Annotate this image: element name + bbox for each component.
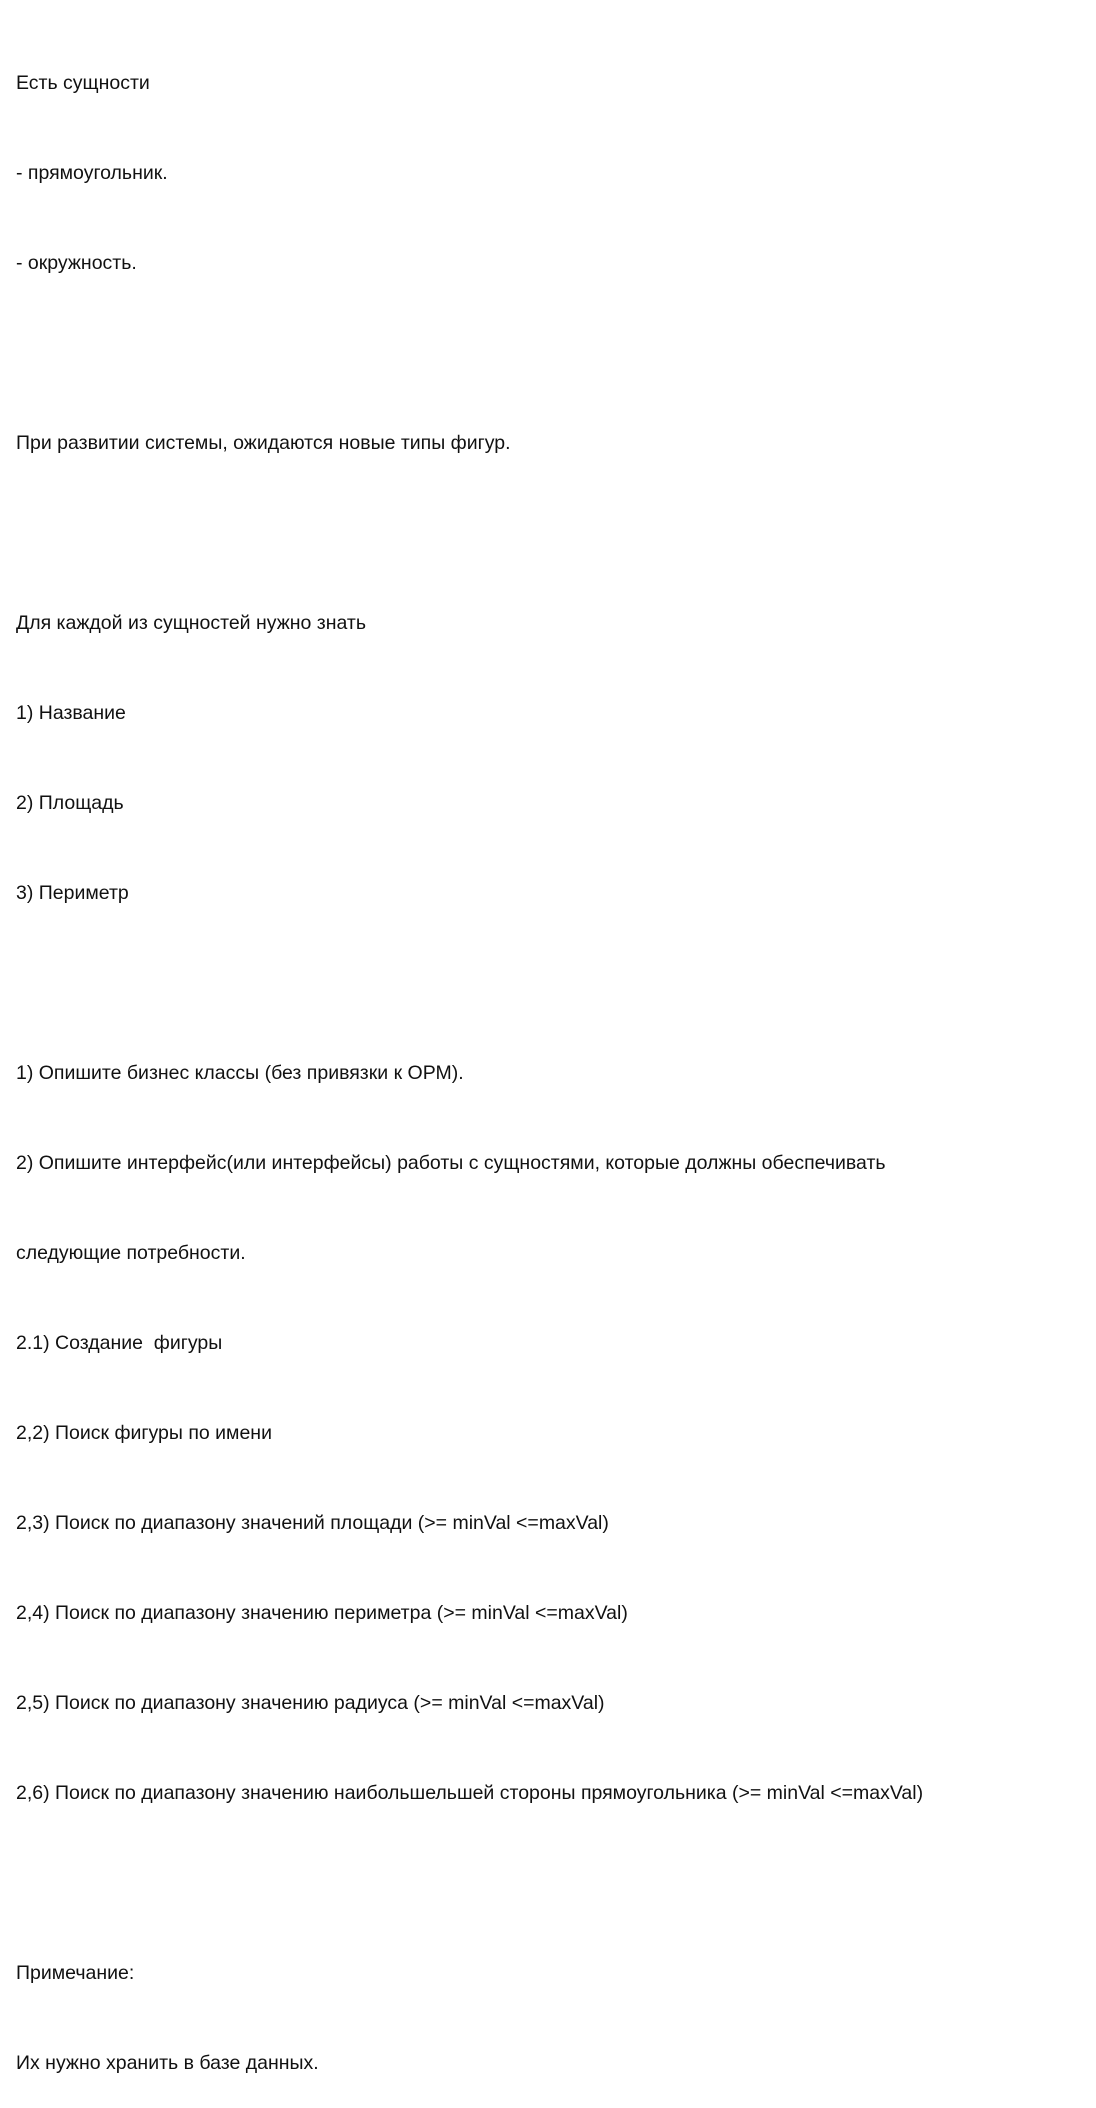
document-body: [16, 8, 1092, 2108]
requirement-area: 2) Площадь: [16, 792, 124, 814]
requirements-heading: Для каждой из сущностей нужно знать: [16, 612, 367, 634]
spacer: [16, 1868, 1092, 1898]
spacer: [16, 968, 1092, 998]
task-business-classes: 1) Опишите бизнес классы (без привязки к ОРМ).: [16, 1062, 464, 1084]
growth-note: При развитии системы, ожидаются новые типы фигур.: [16, 432, 511, 454]
task-search-by-name: 2,2) Поиск фигуры по имени: [16, 1422, 272, 1444]
entity-rectangle: - прямоугольник.: [16, 162, 168, 184]
task-search-by-area: 2,3) Поиск по диапазону значений площади (>= minVal <=maxVal): [16, 1512, 609, 1534]
note-text: Их нужно хранить в базе данных.: [16, 2052, 319, 2074]
task-search-by-radius: 2,5) Поиск по диапазону значению радиуса (>= minVal <=maxVal): [16, 1692, 605, 1714]
requirement-perimeter: 3) Периметр: [16, 882, 129, 904]
spacer: [16, 518, 1092, 548]
spacer: [16, 338, 1092, 368]
task-interface-continued: следующие потребности.: [16, 1242, 246, 1264]
task-search-by-largest-side: 2,6) Поиск по диапазону значению наибольшельшей стороны прямоугольника (>= minVal <=maxVal): [16, 1782, 924, 1804]
requirement-name: 1) Название: [16, 702, 126, 724]
entity-circle: - окружность.: [16, 252, 137, 274]
note-heading: Примечание:: [16, 1962, 135, 1984]
task-interface: 2) Опишите интерфейс(или интерфейсы) работы с сущностями, которые должны обеспечивать: [16, 1152, 886, 1174]
entities-heading: Есть сущности: [16, 72, 150, 94]
task-create-shape: 2.1) Создание фигуры: [16, 1332, 223, 1354]
task-search-by-perimeter: 2,4) Поиск по диапазону значению периметра (>= minVal <=maxVal): [16, 1602, 628, 1624]
